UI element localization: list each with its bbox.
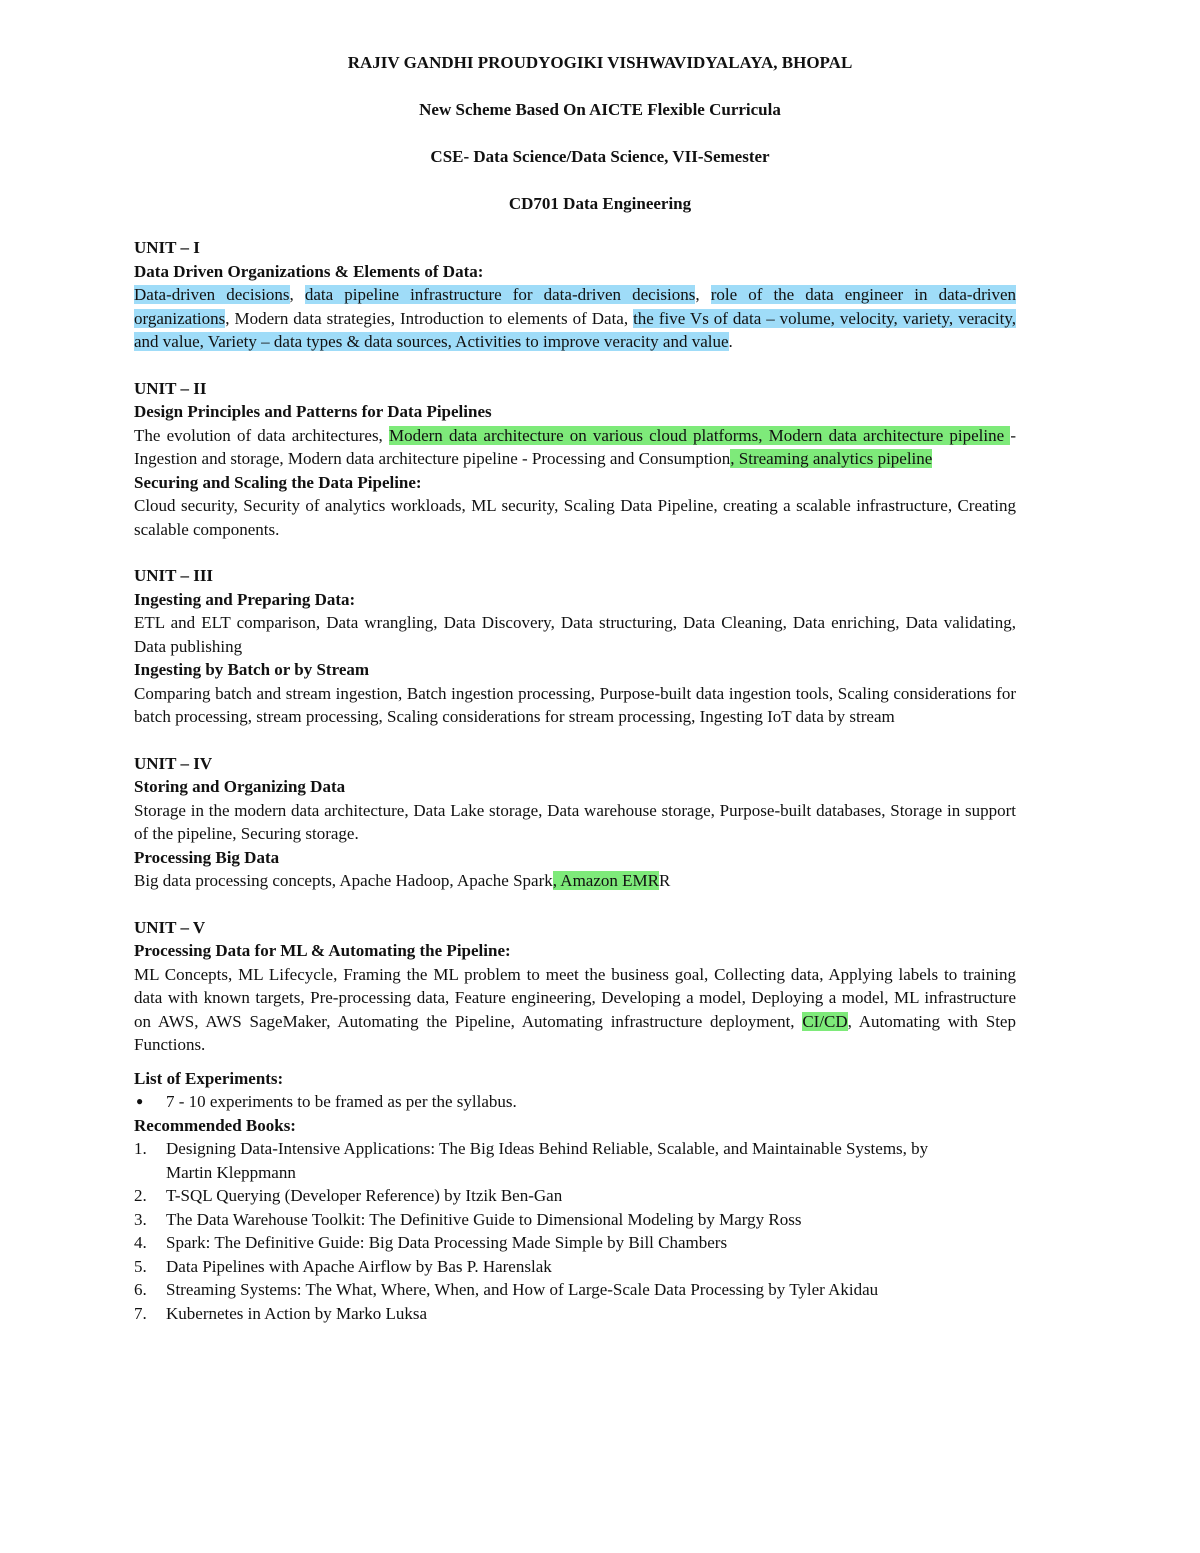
books-list bbox=[134, 1137, 1016, 1325]
unit-2-subtitle: Securing and Scaling the Data Pipeline: bbox=[134, 472, 422, 492]
unit-1-text-1: , bbox=[289, 285, 305, 304]
book-number: 1. bbox=[134, 1139, 147, 1158]
unit-5-highlight-1: CI/CD bbox=[802, 1011, 848, 1031]
list-item bbox=[134, 1137, 1016, 1184]
unit-1-text-4: . bbox=[728, 332, 733, 351]
syllabus-content bbox=[134, 236, 1016, 1325]
book-number: 3. bbox=[134, 1209, 147, 1229]
unit-1-highlight-3: role of the data engineer in data-driven organizations bbox=[134, 285, 1017, 328]
unit-1-text-3: , Modern data strategies, Introduction to elements of Data, bbox=[225, 308, 634, 328]
unit-4-heading: UNIT – IV bbox=[134, 753, 213, 773]
book-number: 6. bbox=[134, 1280, 147, 1299]
unit-2-title: Design Principles and Patterns for Data Pipelines bbox=[134, 402, 492, 421]
unit-5-topics bbox=[134, 963, 1016, 1057]
unit-4-subtitle: Processing Big Data bbox=[134, 847, 280, 867]
unit-2-highlight-1: Modern data architecture on various cloud platforms, Modern data architecture pipeline bbox=[388, 425, 1011, 445]
unit-1-highlight-2: data pipeline infrastructure for data-driven decisions bbox=[304, 285, 696, 304]
unit-1-heading: UNIT – I bbox=[134, 238, 200, 257]
unit-2-highlight-2: , Streaming analytics pipeline bbox=[730, 449, 933, 468]
unit-2-topics bbox=[134, 424, 1016, 471]
book-text: T-SQL Querying (Developer Reference) by Itzik Ben-Gan bbox=[166, 1186, 563, 1205]
unit-3-subtopics: Comparing batch and stream ingestion, Batch ingestion processing, Purpose-built data ingestion tools, Scaling considerations for batch processing, stream processing, Scaling considerations for stream processing, Ingesting IoT data by stream bbox=[134, 683, 1016, 726]
unit-3-subtitle: Ingesting by Batch or by Stream bbox=[134, 660, 370, 679]
unit-4-topics: Storage in the modern data architecture, Data Lake storage, Data warehouse storage, Purpose-built databases, Storage in support of the pipeline, Securing storage. bbox=[134, 800, 1016, 843]
book-number: 4. bbox=[134, 1233, 147, 1252]
unit-5-text-1: ML Concepts, ML Lifecycle, Framing the ML problem to meet the business goal, Collecting data, Applying labels to training data with known targets, Pre-processing data, Feature engineering, Developing a model, Deploying a model, ML infrastructure on AWS, AWS SageMaker, Automating the Pipeline, Automating infrastructure deployment, bbox=[134, 964, 1016, 1031]
experiments-list bbox=[134, 1090, 1016, 1114]
book-text: Designing Data-Intensive Applications: The Big Ideas Behind Reliable, Scalable, and Maintainable Systems, by Martin Kleppmann bbox=[166, 1139, 929, 1182]
list-item bbox=[134, 1208, 1016, 1232]
list-item bbox=[134, 1184, 1016, 1208]
list-item bbox=[134, 1278, 1016, 1302]
unit-4-text-1: Big data processing concepts, Apache Hadoop, Apache Spark bbox=[134, 871, 553, 890]
unit-2-text-2: - Ingestion and storage, Modern data architecture pipeline - Processing and Consumption bbox=[134, 425, 1016, 468]
list-item bbox=[134, 1302, 1016, 1326]
list-item bbox=[134, 1231, 1016, 1255]
unit-2-text-1: The evolution of data architectures, bbox=[134, 425, 389, 445]
unit-3-title: Ingesting and Preparing Data: bbox=[134, 589, 356, 609]
unit-3-topics: ETL and ELT comparison, Data wrangling, Data Discovery, Data structuring, Data Cleaning, Data enriching, Data validating, Data publishing bbox=[134, 613, 1016, 656]
unit-1-highlight-4: the five Vs of data – volume, velocity, variety, veracity, and value, Variety – data types & data sources, Activities to improve veracity and value bbox=[134, 308, 1016, 351]
unit-4-subtopics bbox=[134, 869, 1016, 893]
book-text: Streaming Systems: The What, Where, When, and How of Large-Scale Data Processing by Tyler Akidau bbox=[166, 1280, 879, 1299]
unit-1-topics bbox=[134, 283, 1016, 354]
unit-1-highlight-1: Data-driven decisions bbox=[134, 285, 290, 304]
unit-5-title: Processing Data for ML & Automating the Pipeline: bbox=[134, 941, 511, 960]
unit-1-title: Data Driven Organizations & Elements of Data: bbox=[134, 261, 484, 281]
unit-2-heading: UNIT – II bbox=[134, 378, 207, 398]
book-number: 7. bbox=[134, 1303, 147, 1323]
book-text: Spark: The Definitive Guide: Big Data Processing Made Simple by Bill Chambers bbox=[166, 1233, 728, 1252]
unit-5-heading: UNIT – V bbox=[134, 917, 206, 937]
unit-4-title: Storing and Organizing Data bbox=[134, 777, 346, 796]
scheme-title: New Scheme Based On AICTE Flexible Curricula bbox=[419, 100, 781, 119]
book-text: The Data Warehouse Toolkit: The Definitive Guide to Dimensional Modeling by Margy Ross bbox=[166, 1209, 802, 1229]
book-number: 5. bbox=[134, 1256, 147, 1276]
university-title: RAJIV GANDHI PROUDYOGIKI VISHWAVIDYALAYA, BHOPAL bbox=[347, 53, 853, 72]
unit-4-text-2: R bbox=[659, 871, 671, 890]
list-item: ● 7 - 10 experiments to be framed as per the syllabus. bbox=[134, 1090, 1016, 1114]
experiments-title: List of Experiments: bbox=[134, 1068, 284, 1088]
unit-4-highlight-1: , Amazon EMR bbox=[552, 871, 659, 890]
course-title: CD701 Data Engineering bbox=[508, 194, 692, 213]
unit-5-text-2: , Automating with Step Functions. bbox=[134, 1011, 1016, 1054]
book-text: Kubernetes in Action by Marko Luksa bbox=[166, 1303, 428, 1323]
book-number: 2. bbox=[134, 1186, 147, 1205]
books-title: Recommended Books: bbox=[134, 1115, 296, 1135]
unit-3-heading: UNIT – III bbox=[134, 566, 214, 585]
unit-2-subtopics: Cloud security, Security of analytics workloads, ML security, Scaling Data Pipeline, creating a scalable infrastructure, Creating scalable components. bbox=[134, 496, 1016, 539]
branch-title: CSE- Data Science/Data Science, VII-Semester bbox=[430, 147, 770, 166]
book-text: Data Pipelines with Apache Airflow by Bas P. Harenslak bbox=[166, 1256, 552, 1276]
unit-1-text-2: , bbox=[695, 285, 711, 304]
list-item bbox=[134, 1255, 1016, 1279]
